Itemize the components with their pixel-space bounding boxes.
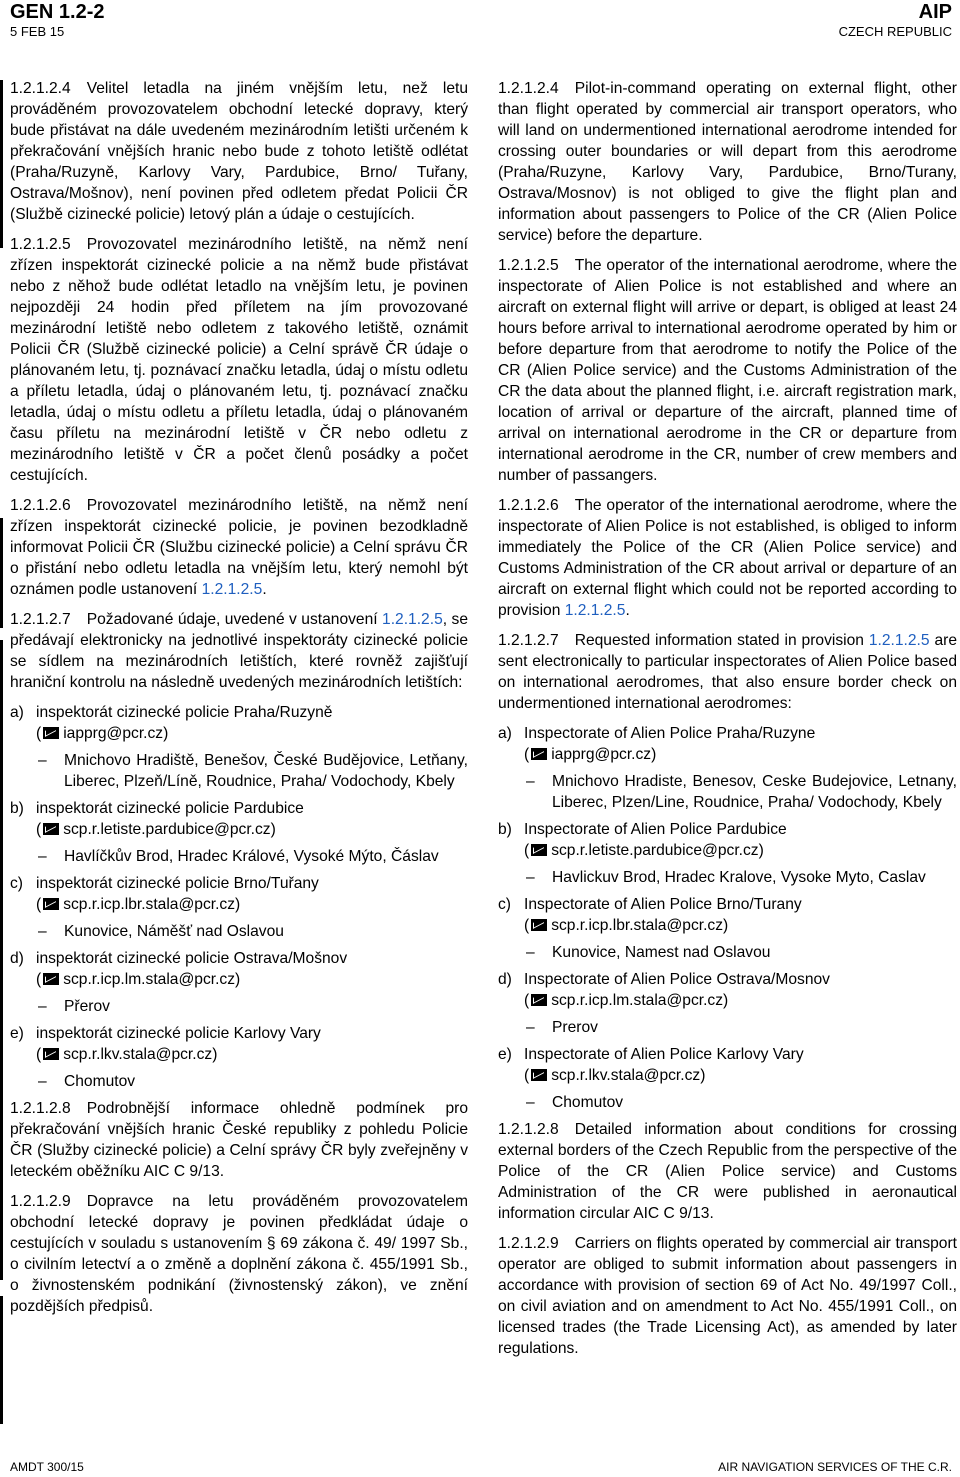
envelope-icon	[531, 1069, 547, 1081]
dash-icon: –	[526, 773, 535, 790]
paragraph-number: 1.2.1.2.7	[498, 632, 559, 649]
email-address[interactable]: scp.r.icp.lm.stala@pcr.cz	[551, 992, 724, 1009]
provision-link[interactable]: 1.2.1.2.5	[201, 581, 263, 598]
cz-paragraph-1-2-1-2-6	[10, 495, 468, 600]
change-bar	[0, 640, 3, 1280]
inspectorate-name: inspektorát cizinecké policie Ostrava/Mošnov	[36, 950, 348, 967]
email-address[interactable]: scp.r.icp.lbr.stala@pcr.cz	[551, 917, 724, 934]
inspectorate-name: Inspectorate of Alien Police Brno/Turany	[524, 896, 802, 913]
paragraph-text: Provozovatel mezinárodního letiště, na němž není zřízen inspektorát cizinecké policie a na němž bude přistávat nebo z něhož bude odlétat letadlo na vnějším letu, je povinen nejpozději 24 hodin před příletem na jím provozované mezinárodní letiště nebo odletem z takového letiště, oznámit Policii ČR (Službě cizinecké policie) a Celní správě ČR údaje o plánovaném letu, tj. poznávací značku letadla, údaj o místu odletu a příletu letadla, údaj o plánovaném letu, tj. poznávací značku letadla, údaj o místu odletu a příletu letadla, údaj o plánovaném času příletu na mezinárodní letiště v ČR nebo odletu z mezinárodního letiště v ČR a počet členů posádky a počet cestujících.	[10, 236, 468, 484]
cz-paragraph-1-2-1-2-9	[10, 1191, 468, 1317]
paragraph-number: 1.2.1.2.4	[498, 80, 559, 97]
paragraph-number: 1.2.1.2.6	[10, 497, 71, 514]
item-label: c)	[498, 896, 511, 913]
inspectorate-name: Inspectorate of Alien Police Ostrava/Mosnov	[524, 971, 830, 988]
paragraph-number: 1.2.1.2.9	[10, 1193, 71, 1210]
list-subitem	[10, 846, 468, 867]
paragraph-text: The operator of the international aerodrome, where the inspectorate of Alien Police is not established, is obliged to inform immediately the Police of the CR (Alien Police service) and Customs Administration of the CR about arrival or departure of an aircraft on external flight which could not be reported according to provision	[498, 497, 957, 619]
item-label: e)	[10, 1025, 24, 1042]
en-paragraph-1-2-1-2-4	[498, 78, 957, 246]
aerodrome-list: Prerov	[552, 1019, 598, 1036]
email-address[interactable]: scp.r.lkv.stala@pcr.cz	[63, 1046, 213, 1063]
item-label: b)	[10, 800, 24, 817]
paragraph-number: 1.2.1.2.8	[498, 1121, 559, 1138]
paragraph-tail: .	[262, 581, 267, 598]
dash-icon: –	[38, 998, 47, 1015]
item-label: a)	[10, 704, 24, 721]
dash-icon: –	[38, 848, 47, 865]
aerodrome-list: Mnichovo Hradiste, Benesov, Ceske Budejovice, Letnany, Liberec, Plzen/Line, Roudnice, Praha/ Vodochody, Kbely	[552, 773, 957, 811]
en-paragraph-1-2-1-2-8	[498, 1119, 957, 1224]
list-subitem	[498, 771, 957, 813]
change-bar	[0, 518, 3, 628]
aerodrome-list: Mnichovo Hradiště, Benešov, České Budějovice, Letňany, Liberec, Plzeň/Líně, Roudnice, Praha/ Vodochody, Kbely	[64, 752, 468, 790]
paragraph-number: 1.2.1.2.4	[10, 80, 71, 97]
list-item: c) inspektorát cizinecké policie Brno/Tuřany ( scp.r.icp.lbr.stala@pcr.cz)	[10, 875, 319, 913]
en-paragraph-1-2-1-2-6	[498, 495, 957, 621]
en-paragraph-1-2-1-2-5	[498, 255, 957, 486]
provision-link[interactable]: 1.2.1.2.5	[868, 632, 930, 649]
cz-paragraph-1-2-1-2-7	[10, 609, 468, 693]
list-subitem	[10, 996, 468, 1017]
change-bar	[0, 1296, 3, 1424]
envelope-icon	[531, 994, 547, 1006]
list-subitem	[498, 1092, 957, 1113]
provision-link[interactable]: 1.2.1.2.5	[564, 602, 626, 619]
paragraph-number: 1.2.1.2.7	[10, 611, 71, 628]
item-label: b)	[498, 821, 512, 838]
email-address[interactable]: scp.r.icp.lbr.stala@pcr.cz	[63, 896, 236, 913]
paragraph-text: Pilot-in-command operating on external flight, other than flight operated by commercial air transport operators, who will land on undermentioned international aerodrome intended for crossing outer boundaries or will depart from this aerodrome (Praha/Ruzyne, Karlovy Vary, Pardubice, Brno/Turany, Ostrava/Mosnov) is not obliged to give the flight plan and information about passengers to Police of the CR (Alien Police service) before the departure.	[498, 80, 957, 244]
dash-icon: –	[526, 944, 535, 961]
inspectorate-name: inspektorát cizinecké policie Brno/Tuřany	[36, 875, 319, 892]
header-left	[10, 0, 104, 40]
paragraph-tail: .	[625, 602, 630, 619]
item-label: e)	[498, 1046, 512, 1063]
list-item: d) inspektorát cizinecké policie Ostrava/Mošnov ( scp.r.icp.lm.stala@pcr.cz)	[10, 950, 348, 988]
czech-column	[10, 78, 468, 1326]
envelope-icon	[43, 898, 59, 910]
paragraph-text: Provozovatel mezinárodního letiště, na němž není zřízen inspektorát cizinecké policie, je povinen bezodkladně informovat Policii ČR (Službu cizinecké policie) a Celní správu ČR o přistání nebo odletu letadla na vnějším letu, který nemohl být oznámen podle ustanovení	[10, 497, 468, 598]
envelope-icon	[43, 973, 59, 985]
email-address[interactable]: scp.r.icp.lm.stala@pcr.cz	[63, 971, 236, 988]
list-item: e) Inspectorate of Alien Police Karlovy Vary ( scp.r.lkv.stala@pcr.cz)	[498, 1046, 804, 1084]
aerodrome-list: Chomutov	[552, 1094, 624, 1111]
email-address[interactable]: iapprg@pcr.cz	[63, 725, 164, 742]
paragraph-text: Carriers on flights operated by commercial air transport operator are obliged to submit information about passengers in accordance with provision of section 69 of Act No. 49/1997 Coll., on civil aviation and on amendment to Act No. 455/1991 Coll., on licensed trades (the Trade Licensing Act), as amended by later regulations.	[498, 1235, 957, 1357]
paragraph-text: Podrobnější informace ohledně podmínek pro překračování vnějších hranic České republiky z pohledu Policie ČR (Služby cizinecké policie) a Celní správy ČR byly zveřejněny v leteckém oběžníku AIC C 9/13.	[10, 1100, 468, 1180]
envelope-icon	[43, 727, 59, 739]
en-paragraph-1-2-1-2-9	[498, 1233, 957, 1359]
list-subitem	[498, 942, 957, 963]
cz-paragraph-1-2-1-2-5	[10, 234, 468, 486]
aerodrome-list: Havlickuv Brod, Hradec Kralove, Vysoke Myto, Caslav	[552, 869, 926, 886]
envelope-icon	[43, 1048, 59, 1060]
inspectorate-name: inspektorát cizinecké policie Karlovy Vary	[36, 1025, 321, 1042]
inspectorate-name: Inspectorate of Alien Police Praha/Ruzyne	[524, 725, 816, 742]
email-address[interactable]: scp.r.letiste.pardubice@pcr.cz	[551, 842, 759, 859]
list-subitem	[498, 867, 957, 888]
list-subitem	[498, 1017, 957, 1038]
list-item: b) inspektorát cizinecké policie Pardubice ( scp.r.letiste.pardubice@pcr.cz)	[10, 800, 304, 838]
aerodrome-list: Kunovice, Namest nad Oslavou	[552, 944, 771, 961]
country-label: CZECH REPUBLIC	[838, 24, 952, 39]
publisher-name: AIR NAVIGATION SERVICES OF THE C.R.	[718, 1460, 952, 1474]
list-subitem	[10, 1071, 468, 1092]
envelope-icon	[531, 844, 547, 856]
envelope-icon	[531, 748, 547, 760]
aerodrome-list: Havlíčkův Brod, Hradec Králové, Vysoké Mýto, Čáslav	[64, 848, 439, 865]
email-address[interactable]: scp.r.lkv.stala@pcr.cz	[551, 1067, 701, 1084]
email-address[interactable]: iapprg@pcr.cz	[551, 746, 652, 763]
dash-icon: –	[38, 752, 47, 769]
cz-paragraph-1-2-1-2-4	[10, 78, 468, 225]
page-footer	[0, 1458, 960, 1477]
paragraph-text: are sent electronically to particular inspectorates of Alien Police based on international aerodromes, that also ensure border check on undermentioned international aerodromes:	[498, 632, 957, 712]
inspectorate-name: inspektorát cizinecké policie Pardubice	[36, 800, 304, 817]
amendment-number: AMDT 300/15	[10, 1460, 84, 1474]
aerodrome-list: Chomutov	[64, 1073, 136, 1090]
cz-inspectorate-list	[10, 702, 468, 1092]
envelope-icon	[531, 919, 547, 931]
paragraph-number: 1.2.1.2.8	[10, 1100, 71, 1117]
email-address[interactable]: scp.r.letiste.pardubice@pcr.cz	[63, 821, 271, 838]
paragraph-text: The operator of the international aerodrome, where the inspectorate of Alien Police is not established and where an aircraft on external flight will arrive or depart, is obliged at least 24 hours before arrival to international aerodrome operated by him or before departure from that aerodrome to notify the Police of the CR (Alien Police service) and the Customs Administration of the CR the data about the planned flight, i.e. aircraft registration mark, location of arrival or departure of the aircraft, planned time of arrival on international aerodrome in the CR or departure from international aerodrome in the CR, number of crew members and number of passangers.	[498, 257, 957, 484]
list-item: a) Inspectorate of Alien Police Praha/Ruzyne ( iapprg@pcr.cz)	[498, 725, 816, 763]
dash-icon: –	[526, 1019, 535, 1036]
paragraph-number: 1.2.1.2.9	[498, 1235, 559, 1252]
page-header	[0, 0, 960, 50]
paragraph-lead: Požadované údaje, uvedené v ustanovení	[86, 611, 383, 628]
list-subitem	[10, 750, 468, 792]
item-label: d)	[498, 971, 512, 988]
change-bar	[0, 80, 3, 248]
header-right	[839, 0, 952, 40]
paragraph-text: , se předávají elektronicky na jednotlivé inspektoráty cizinecké policie se sídlem na mezinárodních letištích, které rovněž zajišťují hraniční kontrolu na následně uvedených mezinárodních letištích:	[10, 611, 468, 691]
list-item: a) inspektorát cizinecké policie Praha/Ruzyně ( iapprg@pcr.cz)	[10, 704, 333, 742]
english-column	[498, 78, 957, 1368]
list-subitem	[10, 921, 468, 942]
inspectorate-name: Inspectorate of Alien Police Karlovy Vary	[524, 1046, 804, 1063]
dash-icon: –	[526, 869, 535, 886]
inspectorate-name: Inspectorate of Alien Police Pardubice	[524, 821, 787, 838]
envelope-icon	[43, 823, 59, 835]
inspectorate-name: inspektorát cizinecké policie Praha/Ruzyně	[36, 704, 333, 721]
paragraph-text: Dopravce na letu prováděném provozovatelem obchodní letecké dopravy je povinen předkládat údaje o cestujících v souladu s ustanovením § 69 zákona č. 49/ 1997 Sb., o civilním letectví a o změně a doplnění zákona č. 455/1991 Sb., o živnostenském podnikání (živnostenský zákon), ve znění pozdějších předpisů.	[10, 1193, 468, 1315]
document-section-id: GEN 1.2-2	[10, 1, 105, 23]
list-item: c) Inspectorate of Alien Police Brno/Turany ( scp.r.icp.lbr.stala@pcr.cz)	[498, 896, 802, 934]
en-inspectorate-list	[498, 723, 957, 1113]
cz-paragraph-1-2-1-2-8	[10, 1098, 468, 1182]
aerodrome-list: Přerov	[64, 998, 110, 1015]
provision-link[interactable]: 1.2.1.2.5	[382, 611, 443, 628]
paragraph-number: 1.2.1.2.5	[10, 236, 71, 253]
en-paragraph-1-2-1-2-7	[498, 630, 957, 714]
aerodrome-list: Kunovice, Náměšť nad Oslavou	[64, 923, 284, 940]
paragraph-number: 1.2.1.2.5	[498, 257, 559, 274]
dash-icon: –	[38, 923, 47, 940]
item-label: c)	[10, 875, 23, 892]
paragraph-text: Detailed information about conditions for crossing external borders of the Czech Republic from the perspective of the Police of the CR (Alien Police service) and Customs Administration of the CR were published in aeronautical information circular AIC C 9/13.	[498, 1121, 957, 1222]
paragraph-text: Velitel letadla na jiném vnějším letu, než letu prováděném provozovatelem obchodní letecké dopravy, který bude přistávat na dále uvedeném mezinárodním letišti určeném k překračování vnějších hranic nebo bude z tohoto letiště odlétat (Praha/Ruzyně, Karlovy Vary, Pardubice, Brno/ Tuřany, Ostrava/Mošnov), není povinen před odletem předat Policii ČR (Službě cizinecké policie) letový plán a údaje o cestujících.	[10, 80, 468, 223]
list-item: d) Inspectorate of Alien Police Ostrava/Mosnov ( scp.r.icp.lm.stala@pcr.cz)	[498, 971, 830, 1009]
dash-icon: –	[38, 1073, 47, 1090]
publication-date: 5 FEB 15	[10, 24, 65, 39]
dash-icon: –	[526, 1094, 535, 1111]
paragraph-number: 1.2.1.2.6	[498, 497, 559, 514]
list-item: b) Inspectorate of Alien Police Pardubice ( scp.r.letiste.pardubice@pcr.cz)	[498, 821, 787, 859]
item-label: a)	[498, 725, 512, 742]
item-label: d)	[10, 950, 24, 967]
paragraph-lead: Requested information stated in provision	[574, 632, 869, 649]
aip-label: AIP	[918, 1, 952, 23]
list-item: e) inspektorát cizinecké policie Karlovy Vary ( scp.r.lkv.stala@pcr.cz)	[10, 1025, 321, 1063]
